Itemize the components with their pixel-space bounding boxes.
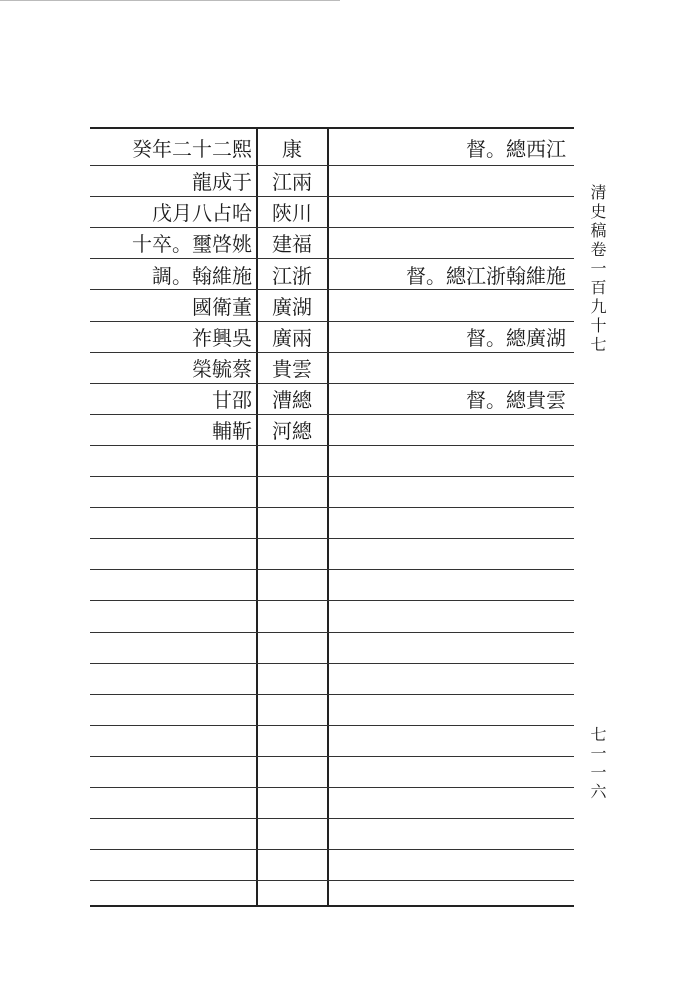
row-3-left: 十卒。璽啓姚 <box>132 232 252 256</box>
column-divider-right <box>327 127 329 907</box>
row-rule <box>90 632 574 633</box>
row-rule <box>90 694 574 695</box>
row-8-left: 甘邵 <box>212 388 252 412</box>
book-title: 清史稿卷一百九十七 <box>588 184 607 355</box>
row-rule <box>90 880 574 881</box>
row-rule <box>90 507 574 508</box>
row-2-right <box>330 198 566 228</box>
row-rule <box>90 538 574 539</box>
row-9-right <box>330 416 566 446</box>
table-top-border <box>90 127 574 129</box>
row-3-right <box>330 229 566 259</box>
row-8-right: 督。總貴雲 <box>466 388 566 412</box>
scan-edge-line <box>0 0 340 1</box>
row-rule <box>90 600 574 601</box>
row-5-left: 國衛董 <box>192 295 252 319</box>
row-6-left: 祚興吳 <box>192 326 252 350</box>
row-5-right <box>330 292 566 322</box>
row-rule <box>90 725 574 726</box>
row-7-left: 榮毓蔡 <box>192 357 252 381</box>
row-4-left: 調。翰維施 <box>152 264 252 288</box>
title-right-cell: 督。總西江 <box>466 137 566 161</box>
row-6-mid: 廣兩 <box>272 326 312 350</box>
title-mid-cell: 康 <box>282 137 302 161</box>
row-rule <box>90 787 574 788</box>
title-left-cell: 癸年二十二熙 <box>132 137 252 161</box>
row-2-mid: 陝川 <box>272 201 312 225</box>
row-rule <box>90 569 574 570</box>
row-9-left: 輔靳 <box>212 419 252 443</box>
row-4-right: 督。總江浙翰維施 <box>406 264 566 288</box>
table-bottom-border <box>90 905 574 907</box>
row-rule <box>90 476 574 477</box>
row-9-mid: 河總 <box>272 419 312 443</box>
row-1-left: 龍成于 <box>192 170 252 194</box>
row-rule <box>90 756 574 757</box>
row-1-mid: 江兩 <box>272 170 312 194</box>
row-rule <box>90 663 574 664</box>
row-rule <box>90 849 574 850</box>
row-rule <box>90 818 574 819</box>
page-number: 七一一六 <box>588 726 607 802</box>
row-8-mid: 漕總 <box>272 388 312 412</box>
row-5-mid: 廣湖 <box>272 295 312 319</box>
row-7-right <box>330 354 566 384</box>
row-rule <box>90 165 574 166</box>
row-6-right: 督。總廣湖 <box>466 326 566 350</box>
row-4-mid: 江浙 <box>272 264 312 288</box>
row-3-mid: 建福 <box>272 232 312 256</box>
row-1-right <box>330 167 566 197</box>
row-2-left: 戊月八占哈 <box>152 201 252 225</box>
row-7-mid: 貴雲 <box>272 357 312 381</box>
